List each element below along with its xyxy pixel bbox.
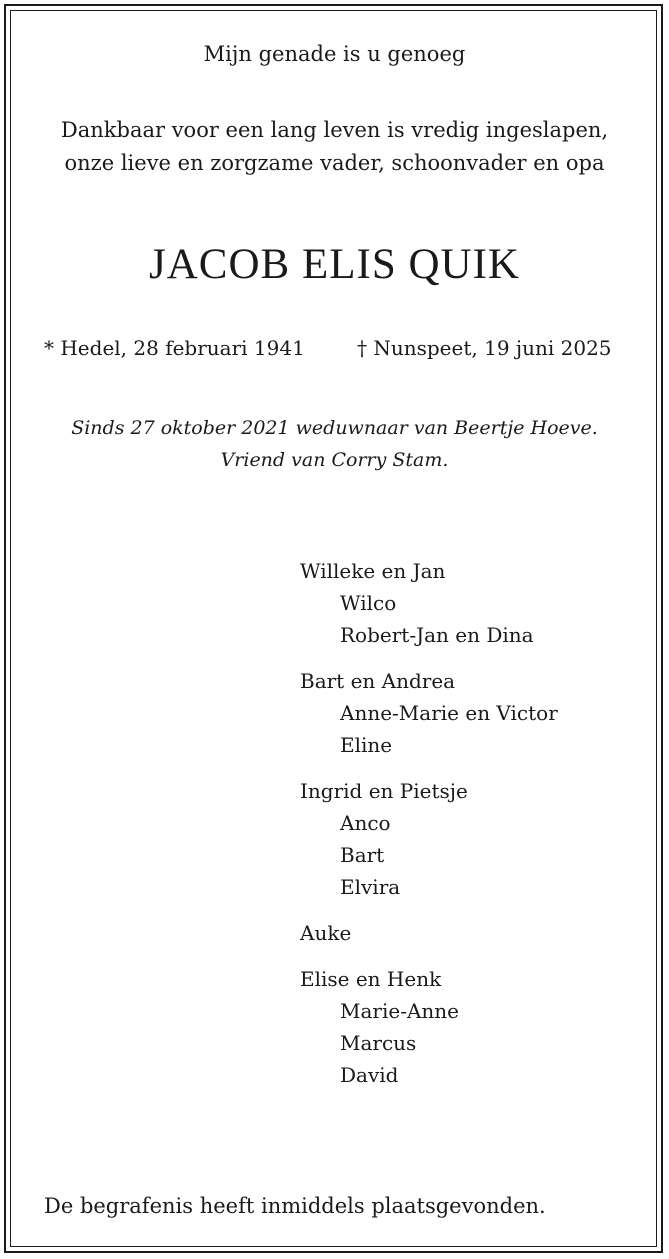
motto: Mijn genade is u genoeg <box>203 42 466 66</box>
family-group <box>300 775 558 903</box>
family-child: Anco <box>340 811 391 835</box>
birth-date: * Hedel, 28 februari 1941 <box>44 336 305 360</box>
family-group <box>300 665 558 761</box>
family-child: Wilco <box>340 591 397 615</box>
family-parent: Ingrid en Pietsje <box>300 779 468 803</box>
family-parent: Willeke en Jan <box>300 559 446 583</box>
family-parent: Bart en Andrea <box>300 669 456 693</box>
family-child: David <box>340 1063 399 1087</box>
family-child: Marie-Anne <box>340 999 459 1023</box>
family-child: Marcus <box>340 1031 417 1055</box>
family-child: Bart <box>340 843 385 867</box>
family-list <box>300 555 558 1105</box>
death-date: † Nunspeet, 19 juni 2025 <box>357 336 612 360</box>
family-parent: Auke <box>300 921 352 945</box>
family-group <box>300 555 558 651</box>
family-child: Eline <box>340 733 393 757</box>
deceased-name: JACOB ELIS QUIK <box>149 241 520 288</box>
family-group <box>300 963 558 1091</box>
intro-line-2: onze lieve en zorgzame vader, schoonvader en opa <box>64 151 605 175</box>
family-group <box>300 917 558 949</box>
intro-line-1: Dankbaar voor een lang leven is vredig ingeslapen, <box>60 118 609 142</box>
family-child: Anne-Marie en Victor <box>340 701 558 725</box>
intro-text <box>0 114 669 180</box>
closing-note: De begrafenis heeft inmiddels plaatsgevonden. <box>44 1194 546 1218</box>
remarks-line-1: Sinds 27 oktober 2021 weduwnaar van Beertje Hoeve. <box>71 417 598 439</box>
family-child: Elvira <box>340 875 401 899</box>
remarks-line-2: Vriend van Corry Stam. <box>220 449 449 471</box>
family-child: Robert-Jan en Dina <box>340 623 534 647</box>
family-parent: Elise en Henk <box>300 967 442 991</box>
remarks <box>0 412 669 476</box>
